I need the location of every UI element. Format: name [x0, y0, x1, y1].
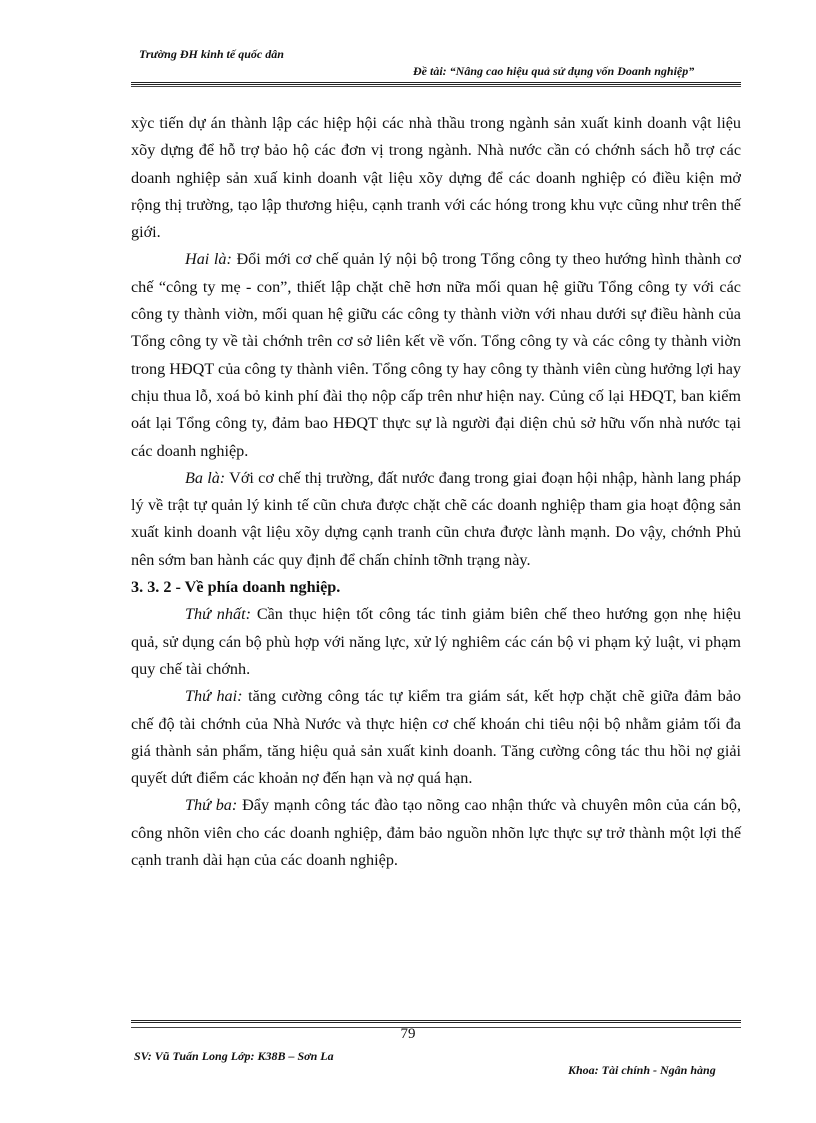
footer-faculty: Khoa: Tài chính - Ngân hàng: [568, 1063, 716, 1077]
paragraph-2-lead: Hai là:: [185, 250, 232, 269]
paragraph-1: xỳc tiến dự án thành lập các hiệp hội các nhà thầu trong ngành sản xuất kinh doanh vật liệu xõy dựng để hỗ trợ bảo hộ các đơn vị trong ngành. Nhà nước cần có chớnh sách hỗ trợ các doanh nghiệp sản xuấ kinh doanh vật liệu xõy dựng để các doanh nghiệp có điều kiện mở rộng thị trường, tạo lập thương hiệu, cạnh tranh với các hóng trong khu vực cũng như trên thế giới.: [131, 114, 741, 242]
header-topic: Đề tài: “Nâng cao hiệu quả sử dụng vốn Doanh nghiệp”: [413, 64, 695, 78]
section-heading: 3. 3. 2 - Về phía doanh nghiệp.: [131, 578, 341, 597]
page-number: 79: [400, 1026, 416, 1042]
paragraph-3: [131, 465, 741, 574]
paragraph-6-lead: Thứ ba:: [185, 796, 238, 815]
footer-student: SV: Vũ Tuấn Long Lớp: K38B – Sơn La: [134, 1049, 334, 1063]
paragraph-3-lead: Ba là:: [185, 468, 226, 487]
footer-rule: [131, 1020, 741, 1023]
paragraph-4: [131, 601, 741, 683]
paragraph-2: [131, 246, 741, 464]
paragraph-5-text: tăng cường công tác tự kiểm tra giám sát, kết hợp chặt chẽ giữa đảm bảo chế độ tài chớnh của Nhà Nước và thực hiện cơ chế khoán chi tiêu nội bộ nhằm giảm tối đa giá thành sản phẩm, tăng hiệu quả sản xuất kinh doanh. Tăng cường công tác thu hồi nợ giải quyết dứt điểm các khoản nợ đến hạn và nợ quá hạn.: [131, 687, 741, 788]
paragraph-6-text: Đẩy mạnh công tác đào tạo nõng cao nhận thức và chuyên môn của cán bộ, công nhõn viên cho các doanh nghiệp, đảm bảo nguồn nhõn lực thực sự trở thành một lợi thế cạnh tranh dài hạn của các doanh nghiệp.: [131, 796, 741, 870]
header-rule: [131, 82, 741, 85]
paragraph-6: [131, 792, 741, 874]
header-school: Trường ĐH kinh tế quốc dân: [139, 47, 284, 61]
paragraph-5-lead: Thứ hai:: [185, 687, 243, 706]
paragraph-5: [131, 683, 741, 792]
paragraph-4-lead: Thứ nhất:: [185, 605, 251, 624]
paragraph-3-text: Với cơ chế thị trường, đất nước đang trong giai đoạn hội nhập, hành lang pháp lý về trật tự quản lý kinh tế cũn chưa được chặt chẽ các doanh nghiệp tham gia hoạt động sản xuất kinh doanh vật liệu xõy dựng cạnh tranh cũn chưa được lành mạnh. Do vậy, chớnh Phủ nên sớm ban hành các quy định để chấn chỉnh tỡnh trạng này.: [131, 468, 741, 569]
paragraph-2-text: Đổi mới cơ chế quản lý nội bộ trong Tổng công ty theo hướng hình thành cơ chế “công ty mẹ - con”, thiết lập chặt chẽ hơn nữa mối quan hệ giữu Tổng công ty với các công ty thành viờn, mối quan hệ giữu các công ty thành viờn với nhau dưới sự điều hành của Tổng công ty về tài chớnh trên cơ sở liên kết về vốn. Tổng công ty và các công ty thành viờn trong HĐQT của công ty thành viên. Tổng công ty hay công ty thành viên cùng hưởng lợi hay chịu thua lỗ, xoá bỏ kinh phí đài thọ nộp cấp trên như hiện nay. Củng cố lại HĐQT, ban kiểm oát lại Tổng công ty, đảm bao HĐQT thực sự là người đại diện chủ sở hữu vốn nhà nước tại các doanh nghiệp.: [131, 250, 741, 460]
body-text: [131, 110, 741, 874]
paragraph-4-text: Cần thục hiện tốt công tác tinh giảm biên chế theo hướng gọn nhẹ hiệu quả, sử dụng cán bộ phù hợp với năng lực, xử lý nghiêm các cán bộ vi phạm kỷ luật, vi phạm quy chế tài chớnh.: [131, 605, 741, 678]
header-rule-thin: [131, 86, 741, 87]
